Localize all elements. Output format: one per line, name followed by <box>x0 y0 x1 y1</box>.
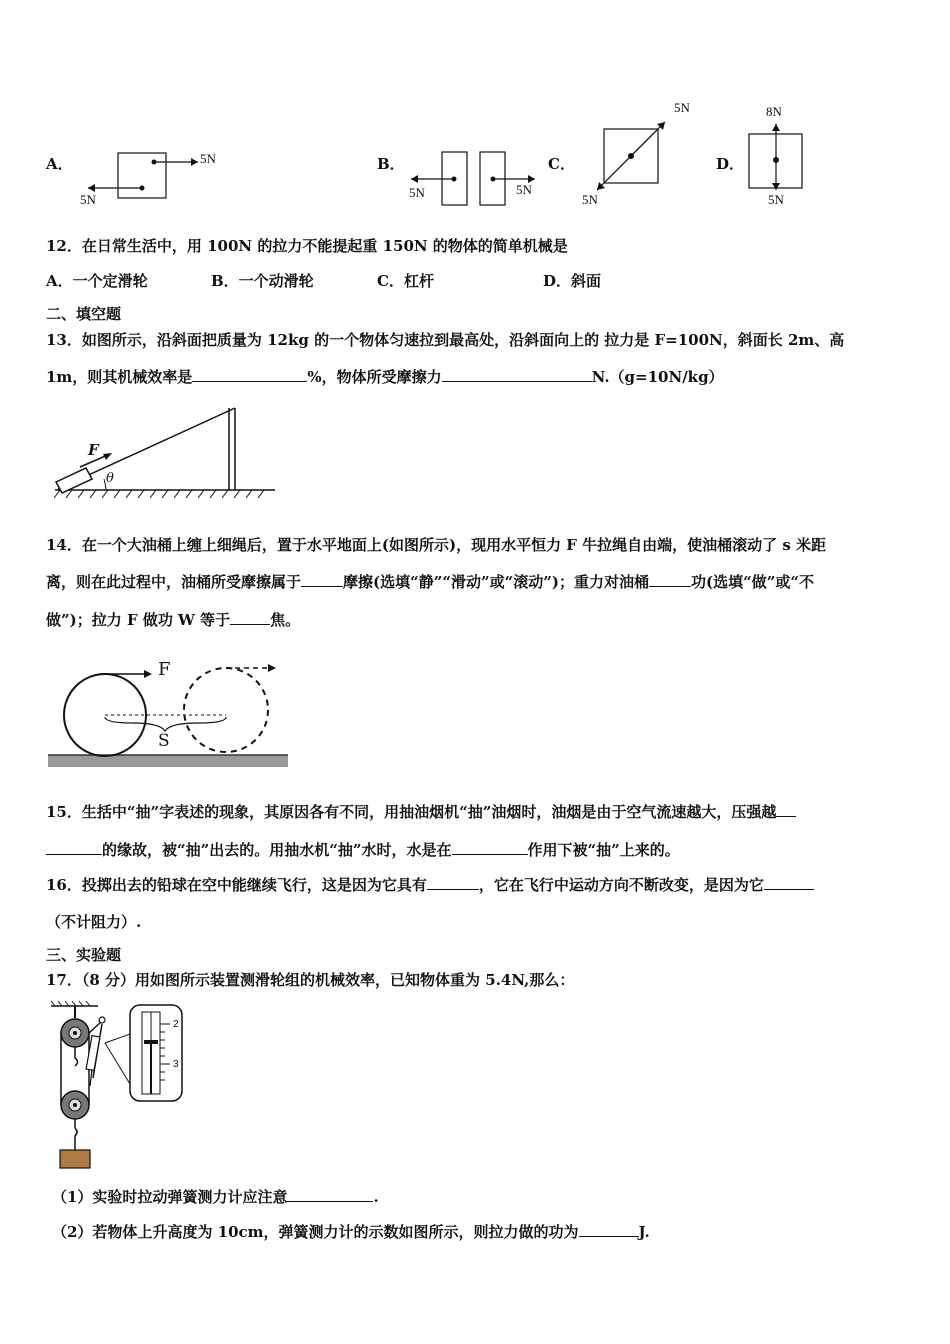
q13-blank-friction[interactable] <box>442 367 592 382</box>
q15-text-b: 的缘故，被“抽”出去的。用抽水机“抽”水时，水是在 <box>102 841 452 859</box>
q14-text-b: 摩擦(选填“静”“滑动”或“滚动”)；重力对油桶 <box>343 573 649 591</box>
q13-incline-figure <box>50 405 280 500</box>
option-a-diagram <box>80 145 240 215</box>
q13-line1: 13．如图所示，沿斜面把质量为 12kg 的一个物体匀速拉到最高处，沿斜面向上的 拉力是 F=100N，斜面长 2m、高 <box>46 331 845 349</box>
q15-line1 <box>46 802 796 822</box>
q12-stem: 12．在日常生活中，用 100N 的拉力不能提起重 150N 的物体的简单机械是 <box>46 237 568 255</box>
q15-blank-pressure-start[interactable] <box>776 802 796 817</box>
option-b-diagram <box>405 145 545 215</box>
q16-blank-inertia[interactable] <box>427 875 479 890</box>
q12-option-d: D．斜面 <box>543 272 602 290</box>
q14-line2 <box>46 572 814 592</box>
q17-blank-work[interactable] <box>579 1222 639 1237</box>
q15-text-a: 15．生括中“抽”字表述的现象，其原因各有不同，用抽油烟机“抽”油烟时，油烟是由于空气流速越大，压强越 <box>46 803 777 821</box>
option-a-label: A． <box>46 155 73 173</box>
q15-line2 <box>46 840 680 860</box>
q14-line1: 14．在一个大油桶上缠上细绳后，置于水平地面上(如图所示)，现用水平恒力 F 牛拉绳自由端，使油桶滚动了 s 米距 <box>46 536 827 554</box>
q14-text-c: 功(选填“做”或“不 <box>690 573 814 591</box>
option-d-label: D． <box>716 155 745 173</box>
q12-option-c: C．杠杆 <box>377 272 434 290</box>
q17-sub1-text: （1）实验时拉动弹簧测力计应注意 <box>52 1188 288 1206</box>
q14-oil-drum-figure <box>48 655 298 775</box>
option-b-force-left: 5N <box>409 185 425 200</box>
q14-line3 <box>46 610 300 630</box>
q16-blank-reason[interactable] <box>764 875 814 890</box>
option-d-force-down: 5N <box>768 192 784 207</box>
q15-text-c: 作用下被“抽”上来的。 <box>527 841 680 859</box>
option-b-force-right: 5N <box>516 182 532 197</box>
q14-blank-friction-type[interactable] <box>301 572 343 587</box>
q14-figure-force-label: F <box>158 659 171 680</box>
option-a-force-right: 5N <box>200 151 216 166</box>
q16-line1 <box>46 875 814 895</box>
q16-text-a: 16．投掷出去的铅球在空中能继续飞行，这是因为它具有 <box>46 876 427 894</box>
option-c-diagram <box>585 110 685 200</box>
q13-blank-efficiency[interactable] <box>192 367 307 382</box>
q16-line2: （不计阻力）. <box>46 913 142 931</box>
q13-figure-force-label: F <box>88 441 99 459</box>
q12-option-a: A．一个定滑轮 <box>46 272 148 290</box>
q14-figure-distance-label: S <box>158 731 170 751</box>
q14-blank-work-value[interactable] <box>230 610 270 625</box>
option-b-label: B． <box>377 155 405 173</box>
q14-text-a: 离，则在此过程中，油桶所受摩擦属于 <box>46 573 302 591</box>
q15-blank-force[interactable] <box>452 840 528 855</box>
q17-sub2-end: J. <box>638 1223 650 1241</box>
q15-blank-pressure[interactable] <box>46 840 102 855</box>
option-d-diagram <box>745 118 815 198</box>
option-a-force-left: 5N <box>80 192 96 207</box>
q13-text-a: 1m，则其机械效率是 <box>46 368 193 386</box>
q14-text-e: 焦。 <box>270 611 301 629</box>
q17-sub1 <box>52 1187 379 1207</box>
section-heading-experiment: 三、实验题 <box>46 946 122 964</box>
q14-text-d: 做”)；拉力 F 做功 W 等于 <box>46 611 231 629</box>
q12-option-b: B．一个动滑轮 <box>211 272 314 290</box>
section-heading-fill-in: 二、填空题 <box>46 305 122 323</box>
q13-text-b: %，物体所受摩擦力 <box>307 368 442 386</box>
q17-sub2 <box>52 1222 650 1242</box>
q17-scale-tick-2: 2 <box>173 1019 179 1030</box>
q17-pulley-figure <box>46 1000 191 1172</box>
option-d-force-up: 8N <box>766 104 782 119</box>
q13-figure-angle-label: θ <box>106 471 114 486</box>
q13-line2 <box>46 367 724 387</box>
q17-blank-attention[interactable] <box>287 1187 373 1202</box>
q17-sub1-end: . <box>373 1188 379 1206</box>
q17-sub2-text: （2）若物体上升高度为 10cm，弹簧测力计的示数如图所示，则拉力做的功为 <box>52 1223 579 1241</box>
option-c-label: C． <box>548 155 575 173</box>
option-c-force-up: 5N <box>674 100 690 115</box>
q14-blank-gravity-work[interactable] <box>649 572 691 587</box>
option-c-force-down: 5N <box>582 192 598 207</box>
q17-scale-tick-3: 3 <box>173 1059 179 1070</box>
q13-text-c: N.（g=10N/kg） <box>591 368 724 386</box>
q17-stem: 17．（8 分）用如图所示装置测滑轮组的机械效率，已知物体重为 5.4N,那么： <box>46 971 575 989</box>
q16-text-b: ，它在飞行中运动方向不断改变，是因为它 <box>478 876 764 894</box>
